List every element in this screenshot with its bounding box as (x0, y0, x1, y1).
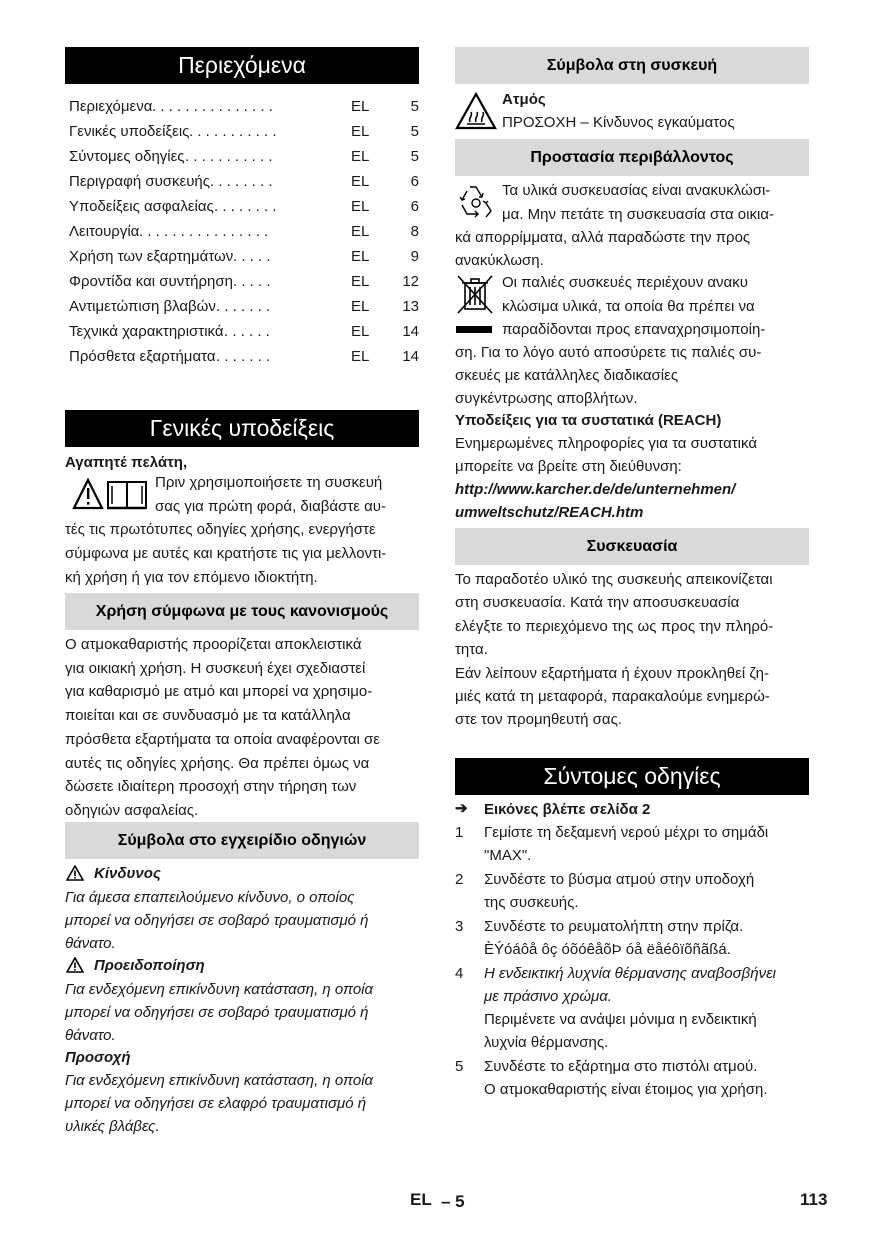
reach-text-line: Ενημερωμένες πληροφορίες για τα συστατικά (455, 435, 757, 452)
general-notes-heading: Γενικές υποδείξεις (65, 410, 419, 447)
proper-use-line: για οικιακή χρήση. Η συσκευή έχει σχεδιαστεί (65, 659, 366, 677)
weee-text-line: ση. Για το λόγο αυτό αποσύρετε τις παλιές συ- (455, 344, 762, 361)
toc-entry-leader: . . . . . . (224, 323, 270, 340)
toc-entry-lang: EL (351, 173, 370, 190)
toc-entry-page: 8 (410, 223, 419, 240)
toc-entry-lang: EL (351, 148, 370, 165)
toc-entry-leader: . . . . . . . (216, 348, 271, 365)
step-number: 5 (455, 1058, 464, 1075)
toc-entry-lang: EL (351, 348, 370, 365)
toc-entry-lang: EL (351, 248, 370, 265)
step-number: 4 (455, 964, 464, 982)
dear-customer: Αγαπητέ πελάτη, (65, 454, 188, 471)
weee-text-line: κλώσιμα υλικά, τα οποία θα πρέπει να (502, 298, 755, 315)
toc-entry-lang: EL (351, 273, 370, 290)
toc-entry-lang: EL (351, 98, 370, 115)
env-text-line: ανακύκλωση. (455, 252, 544, 269)
env-text-line: Τα υλικά συσκευασίας είναι ανακυκλώσι- (502, 182, 771, 199)
toc-entry-title: Πρόσθετα εξαρτήματα (69, 348, 216, 365)
read-manual-icon (72, 477, 150, 511)
warning-text-line: μπορεί να οδηγήσει σε σοβαρό τραυματισμό ή (65, 1004, 369, 1021)
warning-text-line: θάνατο. (65, 1027, 116, 1044)
page-number: 113 (800, 1190, 828, 1209)
env-text-line: μα. Μην πετάτε τη συσκευασία στα οικια- (502, 206, 774, 223)
step-number: 1 (455, 824, 464, 841)
danger-text-line: Για άμεσα επαπειλούμενο κίνδυνο, ο οποίος (65, 889, 355, 906)
toc-entry-title: Υποδείξεις ασφαλείας (69, 198, 214, 215)
toc-entry-page: 6 (410, 173, 419, 190)
toc-entry-leader: . . . . . . . . . . . (185, 148, 273, 165)
toc-entry-leader: . . . . . . . . . . . . . . . . (139, 223, 269, 240)
packaging-line: Το παραδοτέο υλικό της συσκευής απεικονίζεται (455, 571, 773, 588)
toc-entry-page: 5 (410, 98, 419, 115)
reach-heading: Υποδείξεις για τα συστατικά (REACH) (455, 412, 722, 429)
recycling-icon (456, 183, 496, 223)
toc-entry-leader: . . . . . . . . . . . . . . . (152, 98, 273, 115)
figures-reference: Εικόνες βλέπε σελίδα 2 (484, 801, 651, 818)
packaging-line: στη συσκευασία. Κατά την αποσυσκευασία (455, 594, 740, 612)
general-text-line: Πριν χρησιμοποιήσετε τη συσκευή (155, 474, 383, 491)
toc-entry-lang: EL (351, 123, 370, 140)
hot-steam-warning-icon (455, 92, 497, 130)
packaging-line: τητα. (455, 641, 488, 659)
toc-entry-page: 14 (402, 348, 419, 365)
packaging-heading: Συσκευασία (455, 528, 809, 565)
quick-reference-heading: Σύντομες οδηγίες (455, 758, 809, 795)
packaging-line: Εάν λείπουν εξαρτήματα ή έχουν προκληθεί ζη- (455, 664, 769, 682)
toc-entry-leader: . . . . . (233, 248, 271, 265)
steam-text: ΠΡΟΣΟΧΗ – Κίνδυνος εγκαύματος (502, 114, 735, 131)
proper-use-line: ποιείται και σε συνδυασμό με τα κατάλληλα (65, 707, 351, 725)
reach-text-line: μπορείτε να βρείτε στη διεύθυνση: (455, 458, 682, 475)
toc-entry-page: 5 (410, 148, 419, 165)
toc-entry-page: 5 (410, 123, 419, 140)
toc-entry-leader: . . . . . . . . (210, 173, 273, 190)
step-text-line: της συσκευής. (484, 894, 579, 912)
proper-use-line: Ο ατμοκαθαριστής προορίζεται αποκλειστικά (65, 636, 362, 653)
proper-use-line: για καθαρισμό με ατμό και μπορεί να χρησιμο- (65, 683, 373, 701)
step-text-line: Γεμίστε τη δεξαμενή νερού μέχρι το σημάδι (484, 824, 769, 841)
step-text-line: ÈÝóáôå ôç óõóêåõÞ óå ëåéôïõñãßá. (484, 941, 731, 958)
arrow-icon: ➔ (455, 800, 468, 817)
toc-entry-page: 14 (402, 323, 419, 340)
general-text-line: σύμφωνα με αυτές και κρατήστε τις για μελλοντι- (65, 545, 387, 562)
proper-use-heading: Χρήση σύμφωνα με τους κανονισμούς (65, 593, 419, 630)
weee-text-line: παραδίδονται προς επαναχρησιμοποίη- (502, 321, 766, 338)
danger-text-line: θάνατο. (65, 935, 116, 952)
toc-entry-page: 12 (402, 273, 419, 290)
steam-label: Ατμός (502, 91, 546, 108)
step-number: 2 (455, 870, 464, 888)
toc-entry-title: Γενικές υποδείξεις (69, 123, 190, 140)
device-symbols-heading: Σύμβολα στη συσκευή (455, 47, 809, 84)
proper-use-line: οδηγιών ασφαλείας. (65, 801, 199, 819)
toc-entry-leader: . . . . . (233, 273, 271, 290)
caution-label: Προσοχή (65, 1049, 131, 1066)
environment-heading: Προστασία περιβάλλοντος (455, 139, 809, 176)
footer-lang: EL (410, 1190, 432, 1209)
danger-label: Κίνδυνος (94, 865, 161, 882)
toc-entry-title: Περιεχόμενα (69, 98, 153, 115)
proper-use-line: αυτές τις οδηγίες χρήσης. Θα πρέπει όμως να (65, 754, 370, 772)
packaging-line: στε τον προμηθευτή σας. (455, 711, 622, 729)
toc-entry-title: Φροντίδα και συντήρηση (69, 273, 233, 290)
caution-text-line: Για ενδεχόμενη επικίνδυνη κατάσταση, η οποία (65, 1072, 374, 1089)
step-text-line: Συνδέστε το βύσμα ατμού στην υποδοχή (484, 870, 755, 888)
toc-entry-title: Λειτουργία (69, 223, 140, 240)
toc-entry-title: Σύντομες οδηγίες (69, 148, 185, 165)
step-text-line: "MAX". (484, 847, 532, 865)
env-text-line: κά απορρίμματα, αλλά παραδώστε την προς (455, 229, 751, 246)
step-text-line: Συνδέστε το ρευματολήπτη στην πρίζα. (484, 917, 744, 935)
toc-entry-lang: EL (351, 298, 370, 315)
weee-text-line: σκευές με κατάλληλες διαδικασίες (455, 367, 679, 384)
general-text-line: τές τις πρωτότυπες οδηγίες χρήσης, ενεργήστε (65, 521, 376, 538)
step-text-line: Η ενδεικτική λυχνία θέρμανσης αναβοσβήνει (484, 964, 776, 982)
general-text-line: σας για πρώτη φορά, διαβάστε αυ- (155, 498, 386, 515)
step-text-line: με πράσινο χρώμα. (484, 987, 612, 1005)
caution-text-line: μπορεί να οδηγήσει σε ελαφρό τραυματισμό ή (65, 1095, 367, 1112)
proper-use-line: πρόσθετα εξαρτήματα τα οποία αναφέρονται σε (65, 730, 380, 748)
danger-text-line: μπορεί να οδηγήσει σε σοβαρό τραυματισμό ή (65, 912, 369, 929)
packaging-line: μιές κατά τη μεταφορά, παρακαλούμε ενημερώ- (455, 688, 770, 705)
toc-entry-leader: . . . . . . . . . . . (189, 123, 277, 140)
footer-page: – 5 (441, 1192, 465, 1211)
packaging-line: ελέγξτε το περιεχόμενο της ως προς την πληρό- (455, 617, 774, 635)
toc-entry-title: Περιγραφή συσκευής (69, 173, 211, 190)
toc-heading: Περιεχόμενα (65, 47, 419, 84)
warning-text-line: Για ενδεχόμενη επικίνδυνη κατάσταση, η οποία (65, 981, 374, 998)
toc-entry-title: Αντιμετώπιση βλαβών (69, 298, 216, 315)
step-number: 3 (455, 917, 464, 935)
warning-icon (66, 957, 84, 973)
toc-entry-page: 9 (410, 248, 419, 265)
toc-entry-leader: . . . . . . . . (214, 198, 277, 215)
toc-entry-leader: . . . . . . . (216, 298, 271, 315)
toc-entry-title: Χρήση των εξαρτημάτων (69, 248, 234, 265)
weee-text-line: συγκέντρωσης αποβλήτων. (455, 390, 638, 407)
proper-use-line: δώσετε ιδιαίτερη προσοχή στην τήρηση των (65, 778, 357, 796)
toc-entry-page: 13 (402, 298, 419, 315)
toc-entry-lang: EL (351, 198, 370, 215)
danger-warning-icon (66, 865, 84, 881)
toc-entry-lang: EL (351, 223, 370, 240)
step-text-line: Περιμένετε να ανάψει μόνιμα η ενδεικτική (484, 1011, 757, 1029)
reach-link[interactable]: http://www.karcher.de/de/unternehmen/ (455, 481, 736, 498)
crossed-bin-icon (455, 273, 495, 335)
manual-symbols-heading: Σύμβολα στο εγχειρίδιο οδηγιών (65, 822, 419, 859)
toc-entry-page: 6 (410, 198, 419, 215)
general-text-line: κή χρήση ή για τον επόμενο ιδιοκτήτη. (65, 569, 318, 586)
step-text-line: Συνδέστε το εξάρτημα στο πιστόλι ατμού. (484, 1058, 758, 1075)
weee-text-line: Οι παλιές συσκευές περιέχουν ανακυ (502, 274, 748, 291)
caution-text-line: υλικές βλάβες. (65, 1118, 160, 1135)
reach-link[interactable]: umweltschutz/REACH.htm (455, 504, 644, 521)
toc-entry-lang: EL (351, 323, 370, 340)
warning-label: Προειδοποίηση (94, 957, 205, 974)
step-text-line: Ο ατμοκαθαριστής είναι έτοιμος για χρήση. (484, 1081, 768, 1099)
step-text-line: λυχνία θέρμανσης. (484, 1034, 609, 1052)
toc-entry-title: Τεχνικά χαρακτηριστικά (69, 323, 224, 340)
